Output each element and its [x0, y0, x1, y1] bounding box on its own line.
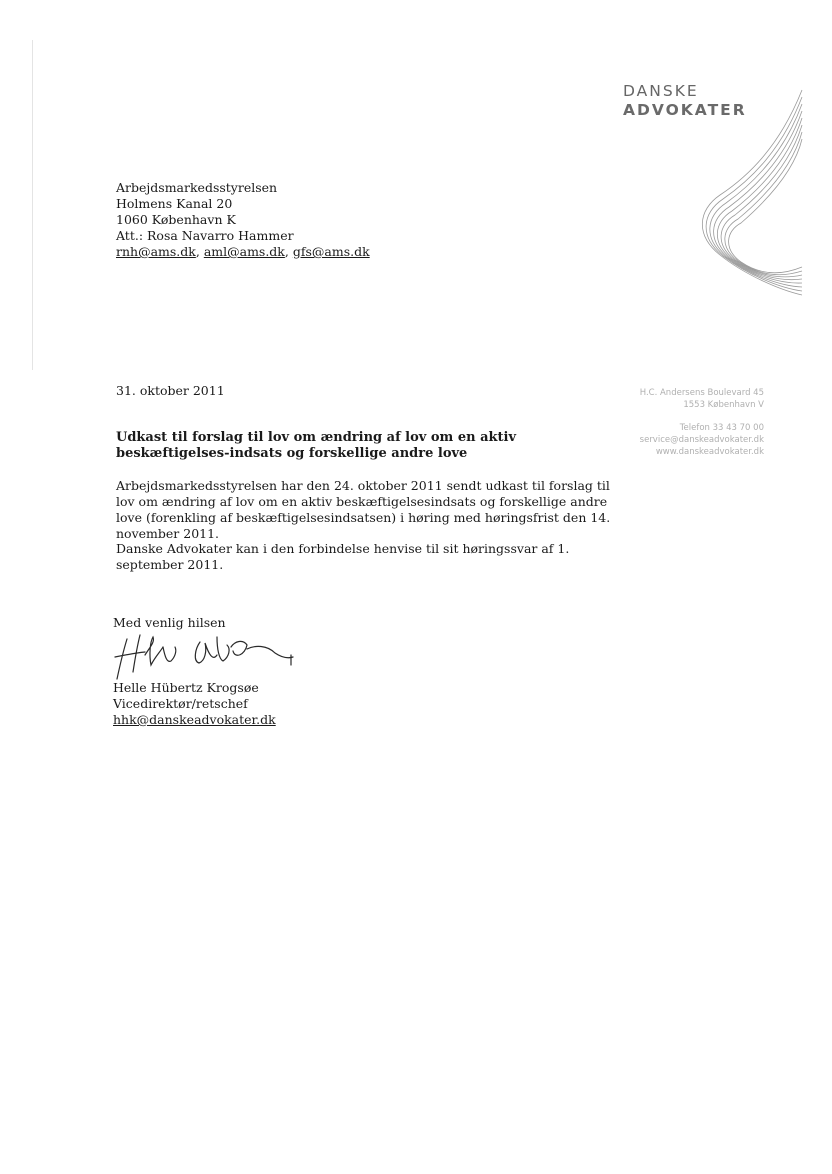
- recipient-email-link[interactable]: aml@ams.dk: [203, 244, 285, 259]
- scan-margin-line: [32, 40, 33, 370]
- signer-email-link[interactable]: hhk@danskeadvokater.dk: [113, 712, 276, 727]
- logo-swoosh-icon: [690, 85, 810, 305]
- logo-line1: DANSKE: [623, 82, 699, 100]
- signer-title: Vicedirektør/retschef: [113, 696, 248, 711]
- closing-phrase: Med venlig hilsen: [113, 615, 226, 630]
- sender-email[interactable]: service@danskeadvokater.dk: [639, 435, 764, 445]
- letter-subject: Udkast til forslag til lov om ændring af lov om en aktiv beskæftigelses-indsats og forskellige andre love: [116, 430, 517, 461]
- recipient-emails: rnh@ams.dk, aml@ams.dk, gfs@ams.dk: [116, 244, 370, 259]
- signer-block: [113, 680, 276, 728]
- recipient-email-link[interactable]: rnh@ams.dk: [116, 244, 196, 259]
- sender-contact-info: [640, 387, 764, 458]
- letter-date: 31. oktober 2011: [116, 383, 225, 398]
- signer-name: Helle Hübertz Krogsøe: [113, 680, 259, 695]
- sender-website[interactable]: www.danskeadvokater.dk: [655, 447, 764, 457]
- sender-address-line2: 1553 København V: [683, 400, 764, 410]
- body-paragraph-1: Arbejdsmarkedsstyrelsen har den 24. oktober 2011 sendt udkast til forslag til lov om ændring af lov om en aktiv beskæftigelsesindsats og forskellige andre love (forenkling af beskæftigelsesindsatsen) i høring med høringsfrist den 14. november 2011.: [116, 478, 611, 541]
- logo-line2: ADVOKATER: [623, 101, 747, 119]
- recipient-address: [116, 180, 370, 260]
- recipient-attention: Att.: Rosa Navarro Hammer: [116, 228, 294, 243]
- handwritten-signature: [105, 627, 305, 687]
- recipient-email-link[interactable]: gfs@ams.dk: [292, 244, 370, 259]
- recipient-city: 1060 København K: [116, 212, 236, 227]
- sender-phone: Telefon 33 43 70 00: [679, 423, 764, 433]
- body-paragraph-2: Danske Advokater kan i den forbindelse henvise til sit høringssvar af 1. september 2011.: [116, 541, 570, 572]
- recipient-org: Arbejdsmarkedsstyrelsen: [116, 180, 278, 195]
- sender-address-line1: H.C. Andersens Boulevard 45: [639, 388, 764, 398]
- recipient-street: Holmens Kanal 20: [116, 196, 233, 211]
